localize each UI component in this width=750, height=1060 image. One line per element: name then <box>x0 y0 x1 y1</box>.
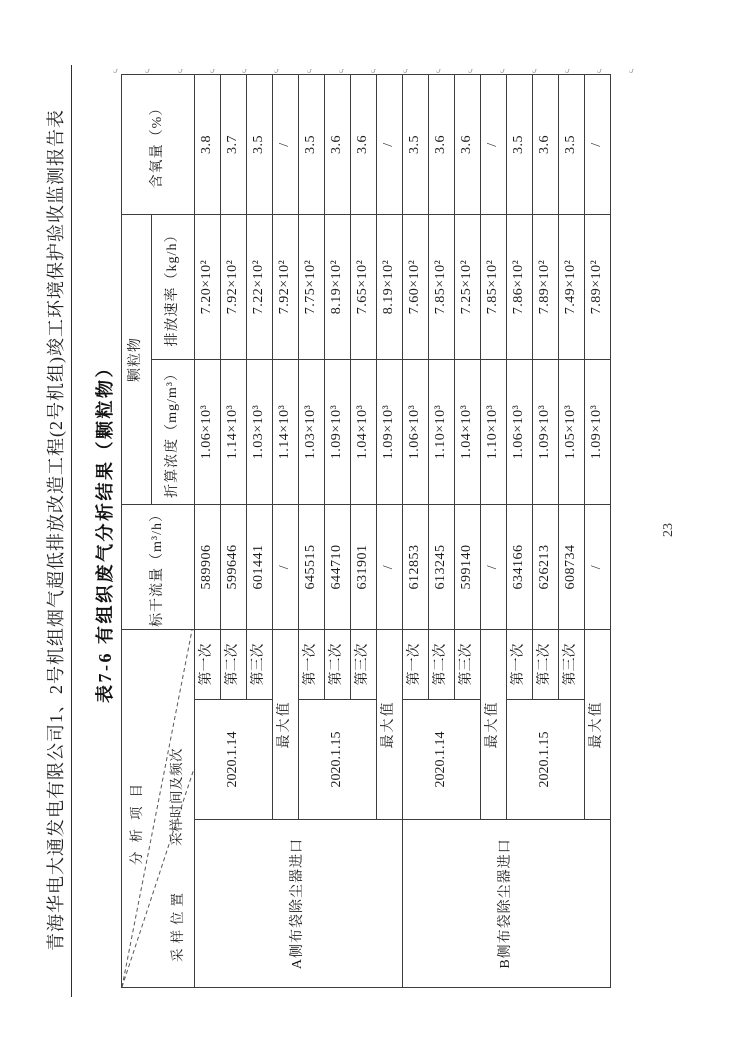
header-particulate-group: 颗粒物 <box>122 214 152 504</box>
oxygen-cell: 3.5 <box>559 74 585 214</box>
flow-cell: / <box>377 504 403 629</box>
rate-cell: 7.86×10² <box>507 214 533 359</box>
rate-cell: 7.85×10² <box>481 214 507 359</box>
flow-cell: / <box>273 504 299 629</box>
concentration-cell: 1.03×10³ <box>247 359 273 504</box>
header-divider-rule <box>71 65 72 997</box>
freq-cell: 第二次 <box>429 629 455 699</box>
date-cell: 2020.1.14 <box>195 700 273 820</box>
concentration-cell: 1.06×10³ <box>507 359 533 504</box>
freq-cell: 第一次 <box>507 629 533 699</box>
rate-cell: 7.89×10² <box>585 214 611 359</box>
oxygen-cell: 3.5 <box>247 74 273 214</box>
page-number: 23 <box>661 523 676 537</box>
flow-cell: 644710 <box>325 504 351 629</box>
flow-cell: / <box>585 504 611 629</box>
flow-cell: / <box>481 504 507 629</box>
oxygen-cell: 3.5 <box>299 74 325 214</box>
freq-cell: 第一次 <box>403 629 429 699</box>
flow-cell: 589906 <box>195 504 221 629</box>
oxygen-cell: 3.5 <box>403 74 429 214</box>
location-cell-a-side: A侧布袋除尘器进口 <box>195 820 403 988</box>
corner-label-analysis-item: 分析项目 <box>129 775 144 865</box>
concentration-cell: 1.09×10³ <box>533 359 559 504</box>
rate-cell: 7.75×10² <box>299 214 325 359</box>
rate-cell: 8.19×10² <box>377 214 403 359</box>
flow-cell: 626213 <box>533 504 559 629</box>
rate-cell: 7.22×10² <box>247 214 273 359</box>
date-cell: 2020.1.14 <box>403 700 481 820</box>
oxygen-cell: / <box>481 74 507 214</box>
particulate-results-table <box>121 74 611 988</box>
date-cell: 2020.1.15 <box>299 700 377 820</box>
flow-cell: 599140 <box>455 504 481 629</box>
concentration-cell: 1.05×10³ <box>559 359 585 504</box>
oxygen-cell: / <box>273 74 299 214</box>
oxygen-cell: 3.6 <box>455 74 481 214</box>
oxygen-cell: 3.8 <box>195 74 221 214</box>
report-running-header: 青海华电大通发电有限公司1、2号机组烟气超低排放改造工程(2号机组)竣工环境保护验收监测报告表 <box>46 109 66 951</box>
oxygen-cell: 3.6 <box>429 74 455 214</box>
concentration-cell: 1.09×10³ <box>377 359 403 504</box>
freq-cell: 第三次 <box>559 629 585 699</box>
concentration-cell: 1.10×10³ <box>429 359 455 504</box>
location-cell-b-side: B侧布袋除尘器进口 <box>403 820 611 988</box>
freq-cell: 第三次 <box>351 629 377 699</box>
max-value-cell: 最大值 <box>377 629 403 819</box>
date-cell: 2020.1.15 <box>507 700 585 820</box>
flow-cell: 599646 <box>221 504 247 629</box>
concentration-cell: 1.09×10³ <box>585 359 611 504</box>
rate-cell: 7.65×10² <box>351 214 377 359</box>
concentration-cell: 1.06×10³ <box>195 359 221 504</box>
flow-cell: 634166 <box>507 504 533 629</box>
freq-cell: 第二次 <box>221 629 247 699</box>
freq-cell: 第三次 <box>247 629 273 699</box>
rate-cell: 7.60×10² <box>403 214 429 359</box>
corner-label-sampling-time: 采样时间及频次 <box>169 748 184 846</box>
oxygen-cell: / <box>585 74 611 214</box>
freq-cell: 第二次 <box>533 629 559 699</box>
max-value-cell: 最大值 <box>273 629 299 819</box>
rate-cell: 7.85×10² <box>429 214 455 359</box>
max-value-cell: 最大值 <box>585 629 611 819</box>
concentration-cell: 1.06×10³ <box>403 359 429 504</box>
flow-cell: 631901 <box>351 504 377 629</box>
flow-cell: 645515 <box>299 504 325 629</box>
freq-cell: 第三次 <box>455 629 481 699</box>
oxygen-cell: 3.7 <box>221 74 247 214</box>
rate-cell: 7.49×10² <box>559 214 585 359</box>
flow-cell: 613245 <box>429 504 455 629</box>
concentration-cell: 1.03×10³ <box>299 359 325 504</box>
rate-cell: 8.19×10² <box>325 214 351 359</box>
oxygen-cell: 3.6 <box>533 74 559 214</box>
oxygen-cell: 3.6 <box>325 74 351 214</box>
header-concentration: 折算浓度（mg/m³） <box>152 359 195 504</box>
oxygen-cell: / <box>377 74 403 214</box>
corner-label-sampling-position: 采样位置 <box>170 888 185 962</box>
header-oxygen: 含氧量（%） <box>122 74 195 214</box>
freq-cell: 第一次 <box>195 629 221 699</box>
oxygen-cell: 3.5 <box>507 74 533 214</box>
freq-cell: 第一次 <box>299 629 325 699</box>
max-value-cell: 最大值 <box>481 629 507 819</box>
rate-cell: 7.25×10² <box>455 214 481 359</box>
flow-cell: 601441 <box>247 504 273 629</box>
concentration-cell: 1.04×10³ <box>351 359 377 504</box>
concentration-cell: 1.14×10³ <box>273 359 299 504</box>
header-flow: 标干流量（m³/h） <box>122 504 195 629</box>
flow-cell: 612853 <box>403 504 429 629</box>
rate-cell: 7.92×10² <box>221 214 247 359</box>
oxygen-cell: 3.6 <box>351 74 377 214</box>
rate-cell: 7.92×10² <box>273 214 299 359</box>
concentration-cell: 1.14×10³ <box>221 359 247 504</box>
concentration-cell: 1.10×10³ <box>481 359 507 504</box>
table-title: 表7-6 有组织废气分析结果（颗粒物） <box>95 357 115 703</box>
flow-cell: 608734 <box>559 504 585 629</box>
concentration-cell: 1.09×10³ <box>325 359 351 504</box>
diagonal-corner-cell <box>122 629 195 987</box>
concentration-cell: 1.04×10³ <box>455 359 481 504</box>
rate-cell: 7.20×10² <box>195 214 221 359</box>
rate-cell: 7.89×10² <box>533 214 559 359</box>
scan-artifact-marks <box>112 61 634 73</box>
freq-cell: 第二次 <box>325 629 351 699</box>
header-rate: 排放速率（kg/h） <box>152 214 195 359</box>
